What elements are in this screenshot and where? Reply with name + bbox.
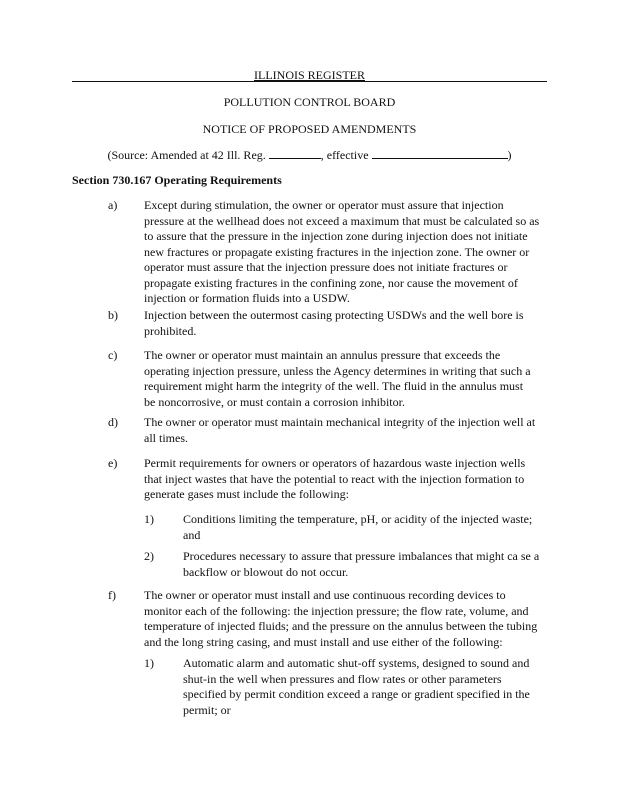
paragraph-b: [108, 308, 548, 339]
effective-date-blank: [372, 147, 508, 159]
paragraph-c: [108, 348, 548, 410]
source-suffix: ): [507, 148, 512, 162]
subparagraph-text: Automatic alarm and automatic shut-off systems, designed to sound and shut-in the well when pressures and flow rates or other parameters specified by permit condition exceed a range or gradient specified in the permit; or: [183, 656, 530, 717]
board-name: POLLUTION CONTROL BOARD: [223, 95, 396, 109]
paragraph-text: Permit requirements for owners or operators of hazardous waste injection wells that inject wastes that have the potential to react with the injection formation to generate gases must include the following:: [144, 456, 526, 501]
source-line: [72, 147, 547, 162]
paragraph-f: [108, 588, 548, 650]
paragraph-text: The owner or operator must install and use continuous recording devices to monitor each of the following: the injection pressure; the flow rate, volume, and temperature of injected fluids; and the pressure on the annulus between the tubing and the long string casing, and must install and use either of the following:: [144, 588, 538, 649]
paragraph-text: Except during stimulation, the owner or operator must assure that injection pressure at the wellhead does not exceed a maximum that must be calculated so as to assure that the pressure in the injection zone during injection does not initiate new fractures or propagate existing fractures in the injection zone. The owner or operator must assure that the injection pressure does not initiate fractures or propagate existing fractures in the confining zone, nor cause the movement of injection or formation fluids into a USDW.: [144, 198, 540, 305]
paragraph-text: Injection between the outermost casing protecting USDWs and the well bore is prohibited.: [144, 308, 524, 338]
register-title: [72, 68, 547, 82]
paragraph-f-1: [144, 656, 548, 718]
subparagraph-label: 2): [144, 549, 154, 563]
paragraph-text: The owner or operator must maintain an annulus pressure that exceeds the operating injection pressure, unless the Agency determines in writing that such a requirement might harm the integrity of the well. The fluid in the annulus must be noncorrosive, or must contain a corrosion inhibitor.: [144, 348, 531, 409]
register-blank: [269, 147, 321, 159]
section-title: Section 730.167 Operating Requirements: [72, 173, 282, 187]
source-prefix: (Source: Amended at 42 Ill. Reg.: [107, 148, 269, 162]
paragraph-a: [108, 198, 548, 307]
paragraph-label: a): [108, 198, 118, 212]
paragraph-d: [108, 415, 548, 446]
source-middle: , effective: [320, 148, 372, 162]
subparagraph-text: Procedures necessary to assure that pressure imbalances that might ca se a backflow or blowout do not occur.: [183, 549, 540, 579]
subparagraph-label: 1): [144, 512, 154, 526]
subparagraph-label: 1): [144, 656, 154, 670]
paragraph-label: c): [108, 348, 118, 362]
paragraph-e-2: [144, 549, 548, 580]
paragraph-label: d): [108, 415, 118, 429]
subparagraph-text: Conditions limiting the temperature, pH, or acidity of the injected waste; and: [183, 512, 533, 542]
paragraph-e-1: [144, 512, 548, 543]
register-title-text: ILLINOIS REGISTER: [254, 68, 365, 82]
notice-title: NOTICE OF PROPOSED AMENDMENTS: [202, 122, 417, 136]
paragraph-label: b): [108, 308, 118, 322]
paragraph-text: The owner or operator must maintain mechanical integrity of the injection well at all times.: [144, 415, 536, 445]
paragraph-e: [108, 456, 548, 503]
paragraph-label: f): [108, 588, 116, 602]
paragraph-label: e): [108, 456, 118, 470]
